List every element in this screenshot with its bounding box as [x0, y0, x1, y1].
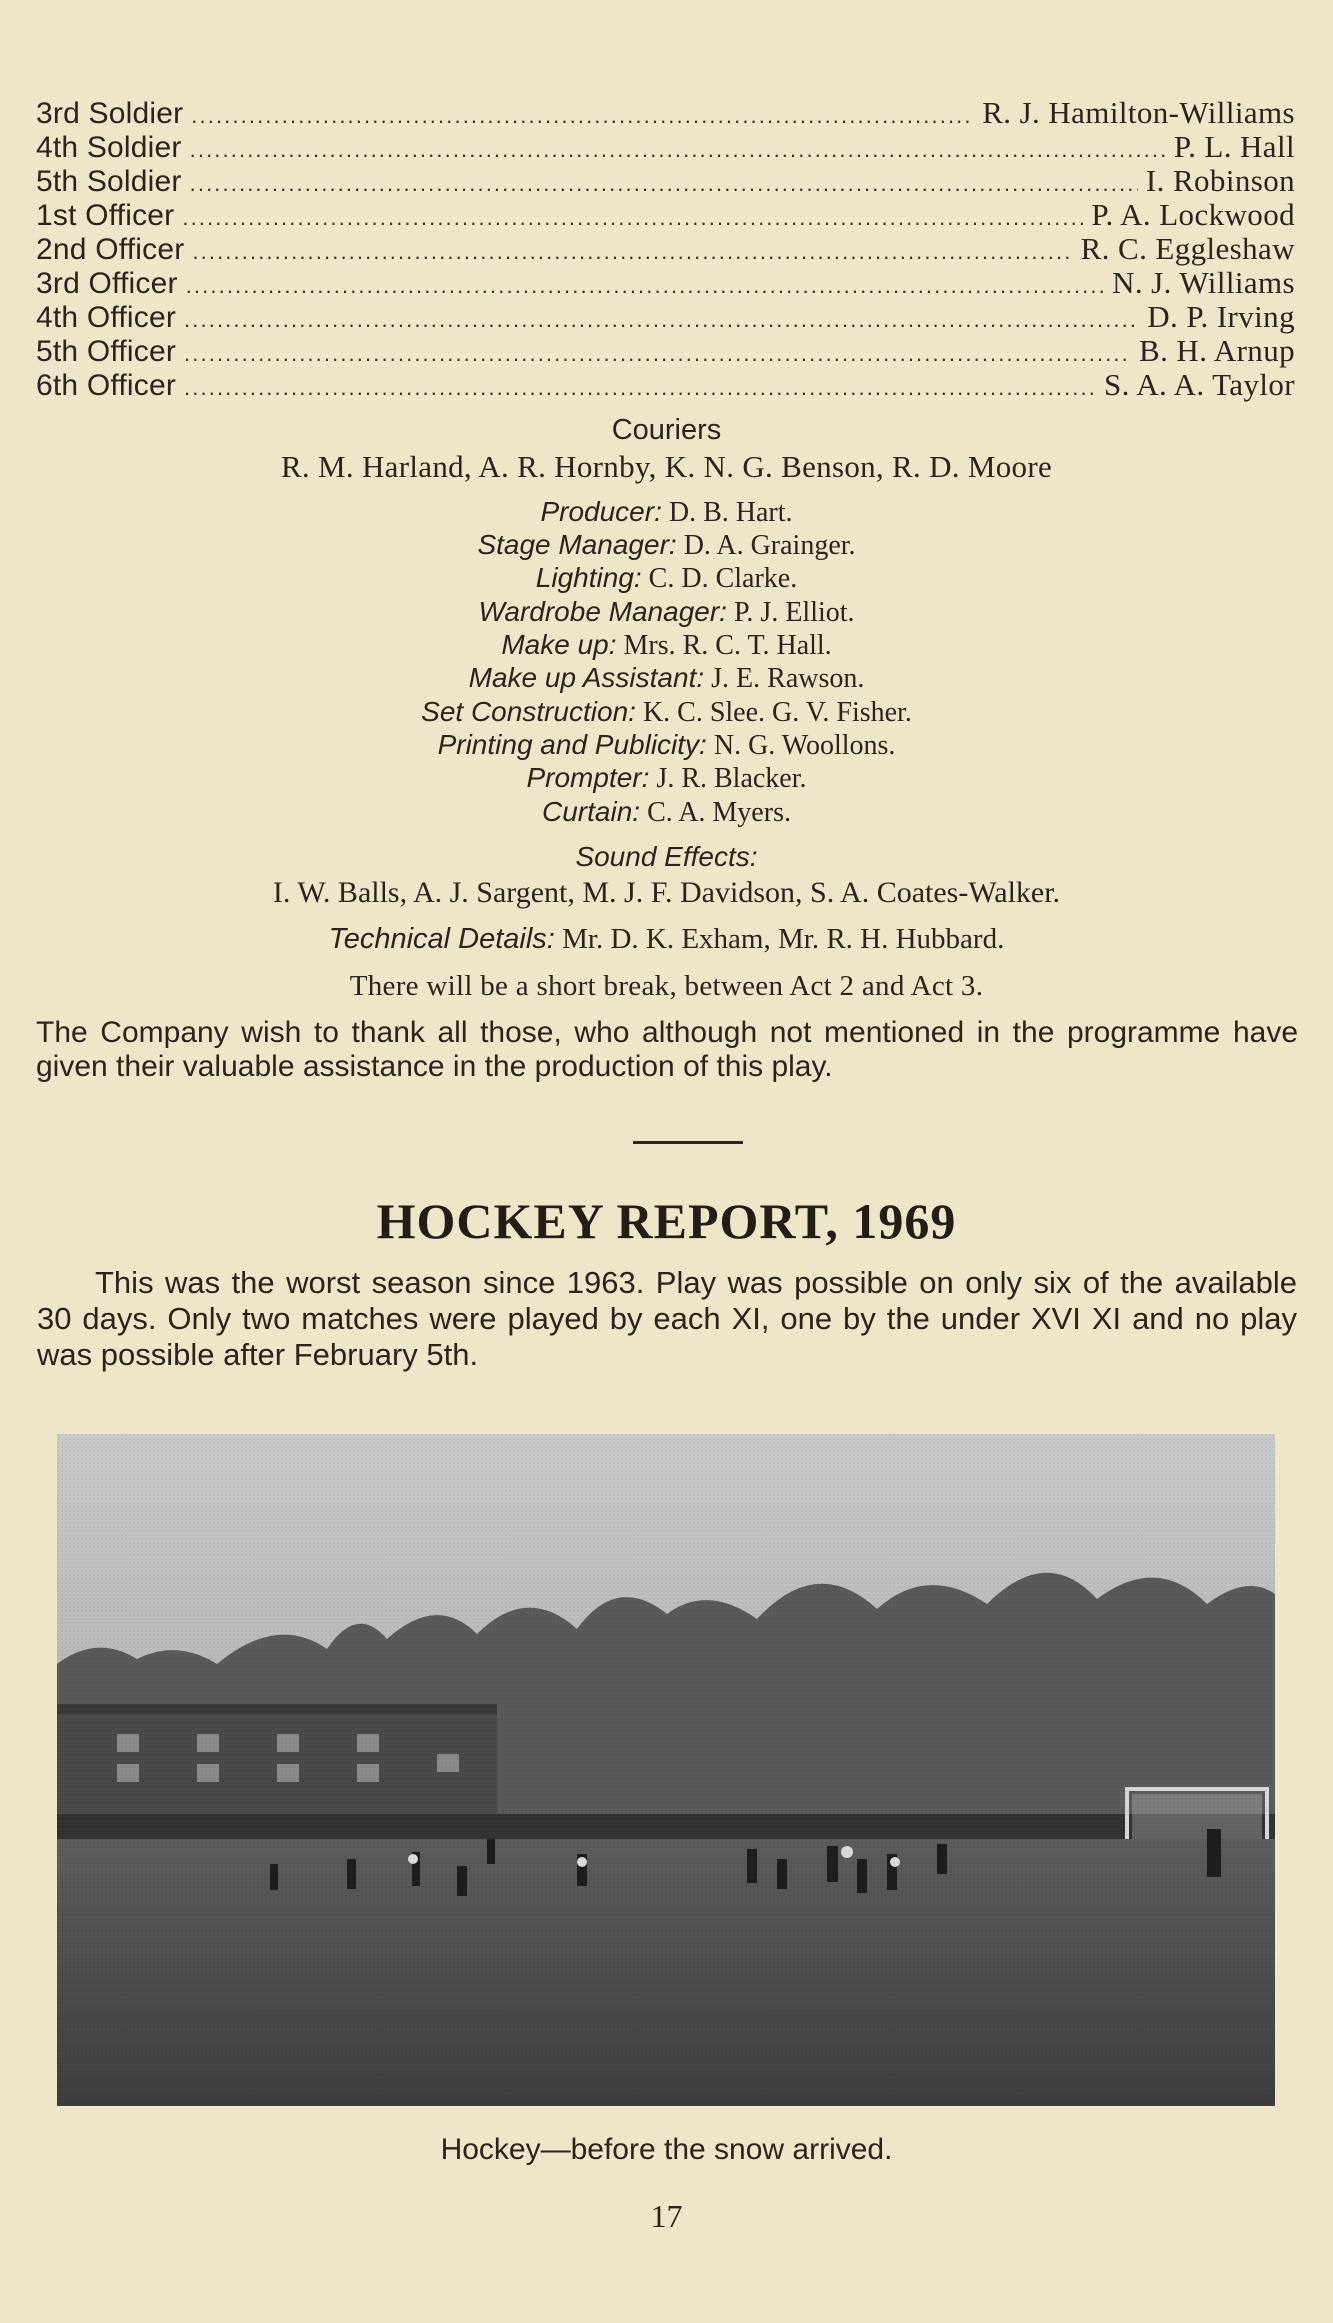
crew-label: Stage Manager: — [477, 529, 677, 560]
crew-value: J. R. Blacker. — [656, 763, 807, 794]
thanks-paragraph: The Company wish to thank all those, who although not mentioned in the programme have given their valuable assistance in the production of this play. — [36, 1016, 1298, 1083]
cast-row — [36, 130, 1295, 164]
cast-actor: S. A. A. Taylor — [1103, 367, 1295, 402]
crew-label: Curtain: — [542, 796, 641, 827]
cast-row — [36, 164, 1295, 198]
hockey-body: This was the worst season since 1963. Play was possible on only six of the available 30 days. Only two matches were played by each XI, one by the under XVI XI and no play was possible after February 5th. — [37, 1265, 1297, 1372]
cast-row — [36, 300, 1295, 334]
cast-role: 5th Soldier — [36, 165, 182, 198]
cast-list — [36, 96, 1295, 402]
photo-caption: Hockey—before the snow arrived. — [440, 2133, 893, 2166]
technical-details — [0, 923, 1333, 955]
cast-row — [36, 334, 1295, 368]
crew-label: Printing and Publicity: — [437, 729, 707, 760]
dot-leader — [190, 133, 1166, 167]
cast-actor: R. J. Hamilton-Williams — [982, 95, 1295, 130]
crew-value: C. D. Clarke. — [648, 563, 798, 594]
cast-role: 6th Officer — [36, 369, 177, 402]
crew-make-up-assistant — [0, 662, 1333, 695]
cast-row — [36, 96, 1295, 130]
crew-prompter — [0, 762, 1333, 795]
crew-label: Producer: — [540, 496, 662, 527]
cast-row — [36, 266, 1295, 300]
crew-producer — [0, 496, 1333, 529]
hockey-photo-image — [57, 1434, 1275, 2106]
crew-wardrobe — [0, 596, 1333, 629]
crew-value: C. A. Myers. — [647, 797, 791, 828]
interval-note: There will be a short break, between Act 2 and Act 3. — [349, 970, 984, 1002]
cast-row — [36, 232, 1295, 266]
cast-row — [36, 198, 1295, 232]
dot-leader — [190, 167, 1138, 201]
sound-effects-label — [0, 841, 1333, 874]
cast-actor: R. C. Eggleshaw — [1080, 231, 1295, 266]
crew-label: Make up Assistant: — [468, 662, 705, 693]
crew-label: Prompter: — [526, 762, 650, 793]
cast-role: 4th Soldier — [36, 131, 182, 164]
cast-actor: P. L. Hall — [1173, 129, 1295, 164]
cast-role: 2nd Officer — [36, 233, 185, 266]
crew-make-up — [0, 629, 1333, 662]
crew-value: D. A. Grainger. — [683, 530, 856, 561]
cast-actor: I. Robinson — [1145, 163, 1295, 198]
dot-leader — [186, 269, 1104, 303]
crew-value: Mr. D. K. Exham, Mr. R. H. Hubbard. — [562, 923, 1005, 955]
dot-leader — [192, 235, 1072, 269]
dot-leader — [184, 303, 1139, 337]
section-divider — [633, 1141, 743, 1144]
dot-leader — [184, 371, 1096, 405]
dot-leader — [182, 201, 1083, 235]
cast-actor: B. H. Arnup — [1139, 333, 1295, 368]
crew-label: Technical Details: — [328, 923, 555, 955]
crew-value: Mrs. R. C. T. Hall. — [623, 630, 832, 661]
crew-lighting — [0, 562, 1333, 595]
couriers-names: R. M. Harland, A. R. Hornby, K. N. G. Benson, R. D. Moore — [280, 449, 1053, 484]
cast-role: 3rd Officer — [36, 267, 178, 300]
crew-label: Set Construction: — [421, 696, 636, 727]
hockey-photo — [57, 1434, 1275, 2106]
crew-value: P. J. Elliot. — [733, 597, 855, 628]
crew-curtain — [0, 796, 1333, 829]
crew-printing — [0, 729, 1333, 762]
crew-label: Lighting: — [535, 562, 642, 593]
cast-actor: N. J. Williams — [1112, 265, 1295, 300]
cast-role: 4th Officer — [36, 301, 177, 334]
crew-value: J. E. Rawson. — [711, 663, 865, 694]
crew-value: N. G. Woollons. — [713, 730, 896, 761]
crew-value: D. B. Hart. — [668, 497, 793, 528]
cast-role: 1st Officer — [36, 199, 175, 232]
cast-row — [36, 368, 1295, 402]
cast-actor: D. P. Irving — [1147, 299, 1295, 334]
cast-role: 5th Officer — [36, 335, 177, 368]
sound-effects-names: I. W. Balls, A. J. Sargent, M. J. F. Davidson, S. A. Coates-Walker. — [272, 876, 1061, 909]
crew-set-construction — [0, 696, 1333, 729]
crew-label: Wardrobe Manager: — [478, 596, 727, 627]
dot-leader — [184, 337, 1131, 371]
crew-stage-manager — [0, 529, 1333, 562]
page-number: 17 — [650, 2198, 683, 2234]
crew-value: K. C. Slee. G. V. Fisher. — [642, 697, 912, 728]
couriers-title: Couriers — [611, 414, 722, 446]
cast-actor: P. A. Lockwood — [1091, 197, 1295, 232]
crew-label: Sound Effects: — [575, 841, 758, 872]
dot-leader — [191, 99, 974, 133]
cast-role: 3rd Soldier — [36, 97, 184, 130]
crew-label: Make up: — [501, 629, 617, 660]
hockey-heading: HOCKEY REPORT, 1969 — [376, 1193, 957, 1249]
